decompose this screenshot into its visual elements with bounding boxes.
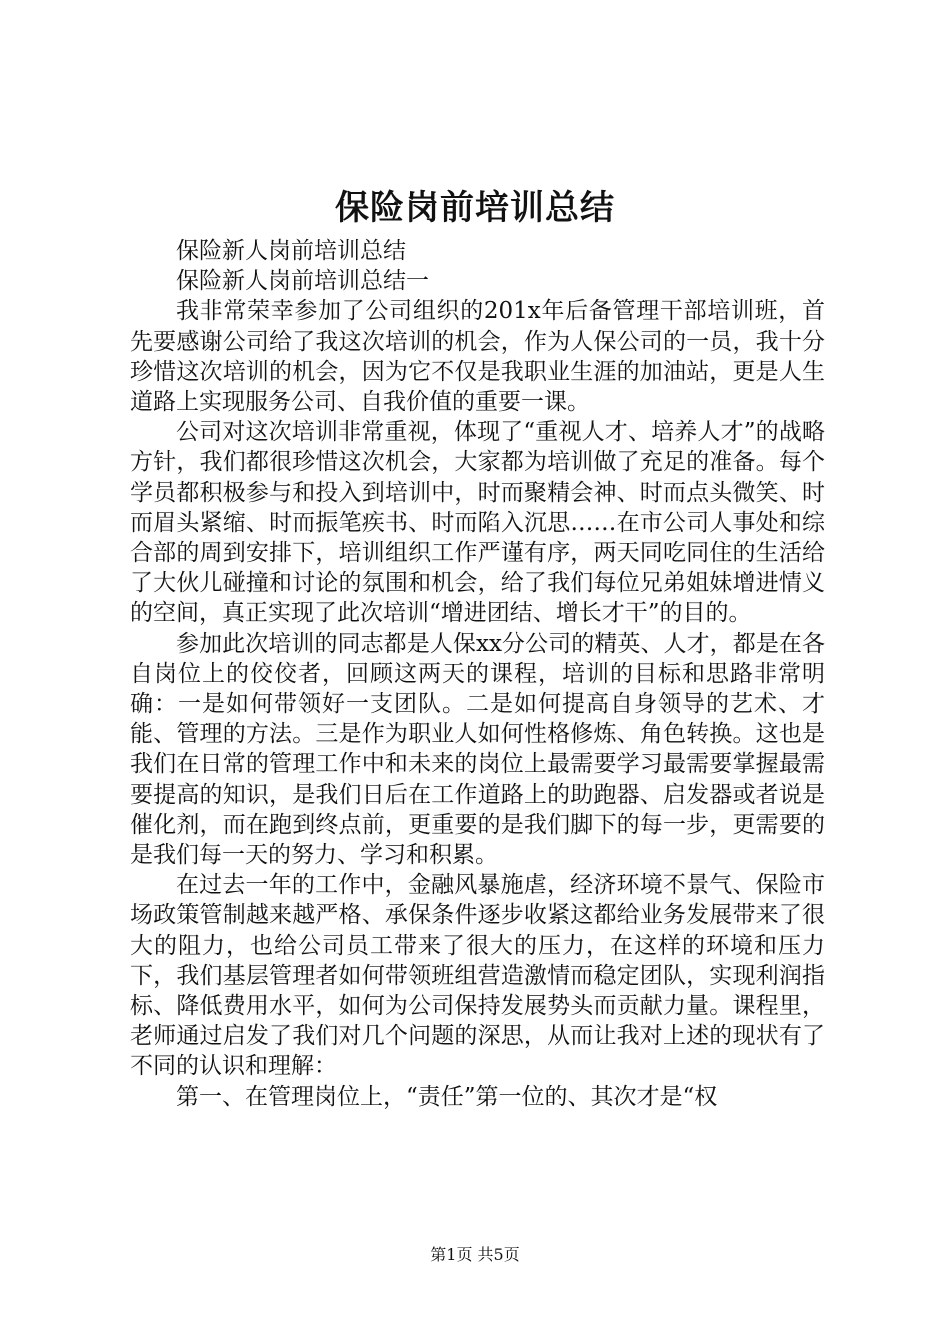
subtitle-line: 保险新人岗前培训总结 (176, 238, 406, 264)
body-paragraph: 参加此次培训的同志都是人保xx分公司的精英、人才，都是在各自岗位上的佼佼者，回顾这两天的课程，培训的目标和思路非常明确：一是如何带领好一支团队。二是如何提高自身领导的艺术、才能、管理的方法。三是作为职业人如何性格修炼、角色转换。这也是我们在日常的管理工作中和未来的岗位上最需要学习最需要掌握最需要提高的知识，是我们日后在工作道路上的助跑器、启发器或者说是催化剂，而在跑到终点前，更重要的是我们脚下的每一步，更需要的是我们每一天的努力、学习和积累。 (130, 630, 825, 869)
page-number-footer: 第1页 共5页 (430, 1245, 520, 1264)
body-paragraph: 在过去一年的工作中，金融风暴施虐，经济环境不景气、保险市场政策管制越来越严格、承保条件逐步收紧这都给业务发展带来了很大的阻力，也给公司员工带来了很大的压力，在这样的环境和压力下，我们基层管理者如何带领班组营造激情而稳定团队，实现利润指标、降低费用水平，如何为公司保持发展势头而贡献力量。课程里，老师通过启发了我们对几个问题的深思，从而让我对上述的现状有了不同的认识和理解： (130, 872, 825, 1080)
section-heading: 保险新人岗前培训总结一 (176, 268, 429, 295)
body-paragraph: 公司对这次培训非常重视，体现了“重视人才、培养人才”的战略方针，我们都很珍惜这次机会，大家都为培训做了充足的准备。每个学员都积极参与和投入到培训中，时而聚精会神、时而点头微笑、时而眉头紧缩、时而振笔疾书、时而陷入沉思……在市公司人事处和综合部的周到安排下，培训组织工作严谨有序，两天同吃同住的生活给了大伙儿碰撞和讨论的氛围和机会，给了我们每位兄弟姐妹增进情义的空间，真正实现了此次培训“增进团结、增长才干”的目的。 (130, 419, 825, 627)
body-paragraph: 我非常荣幸参加了公司组织的201x年后备管理干部培训班，首先要感谢公司给了我这次培训的机会，作为人保公司的一员，我十分珍惜这次培训的机会，因为它不仅是我职业生涯的加油站，更是人生道路上实现服务公司、自我价值的重要一课。 (130, 298, 825, 416)
document-body (130, 236, 825, 1112)
document-title: 保险岗前培训总结 (335, 188, 615, 228)
body-paragraph: 第一、在管理岗位上，“责任”第一位的、其次才是“权 (176, 1083, 718, 1110)
